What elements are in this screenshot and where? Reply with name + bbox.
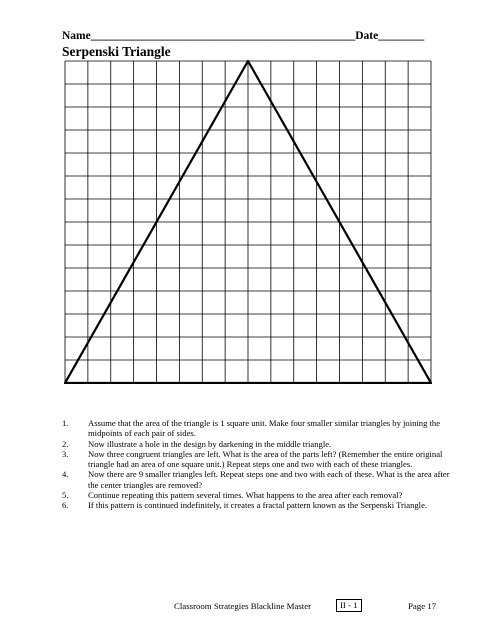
graph-paper-grid (64, 60, 432, 384)
footer-page-number: Page 17 (408, 601, 437, 611)
grid-svg (64, 60, 432, 384)
instruction-item (62, 469, 462, 490)
instruction-number: 2. (62, 438, 69, 449)
instruction-number: 5. (62, 490, 69, 501)
instruction-item (62, 418, 462, 439)
instruction-text: Continue repeating this pattern several times. What happens to the area after each removal? (88, 490, 403, 501)
instruction-number: 3. (62, 448, 69, 459)
name-field[interactable]: ______________________________________________ (90, 30, 356, 42)
instruction-text: Now three congruent triangles are left. What is the area of the parts left? (Remember the entire original triangle had an area of one square unit.) Repeat steps one and two with each of these triangles. (88, 448, 443, 470)
instruction-item (62, 490, 462, 500)
instruction-item (62, 439, 462, 449)
instruction-text: Now there are 9 smaller triangles left. Repeat steps one and two with each of these. What is the area after the center triangles are removed? (88, 469, 450, 490)
date-field[interactable]: ________ (378, 30, 425, 42)
instruction-item (62, 449, 462, 470)
footer-source: Classroom Strategies Blackline Master (174, 601, 312, 611)
footer-code-box: II - 1 (336, 599, 362, 612)
instruction-text: Assume that the area of the triangle is 1 square unit. Make four smaller similar triangles by joining the midpoints of each pair of sides. (88, 418, 441, 439)
instructions-list (62, 418, 462, 511)
worksheet-title: Serpenski Triangle (62, 44, 171, 59)
instruction-number: 6. (62, 500, 69, 511)
instruction-number: 1. (62, 418, 69, 428)
instruction-item (62, 500, 462, 510)
instruction-text: If this pattern is continued indefinitely, it creates a fractal pattern known as the Serpenski Triangle. (88, 500, 428, 511)
name-label: Name (62, 30, 91, 42)
instruction-text: Now illustrate a hole in the design by darkening in the middle triangle. (88, 438, 332, 449)
name-date-line (62, 30, 434, 42)
date-label: Date (355, 30, 379, 42)
instruction-number: 4. (62, 469, 69, 480)
